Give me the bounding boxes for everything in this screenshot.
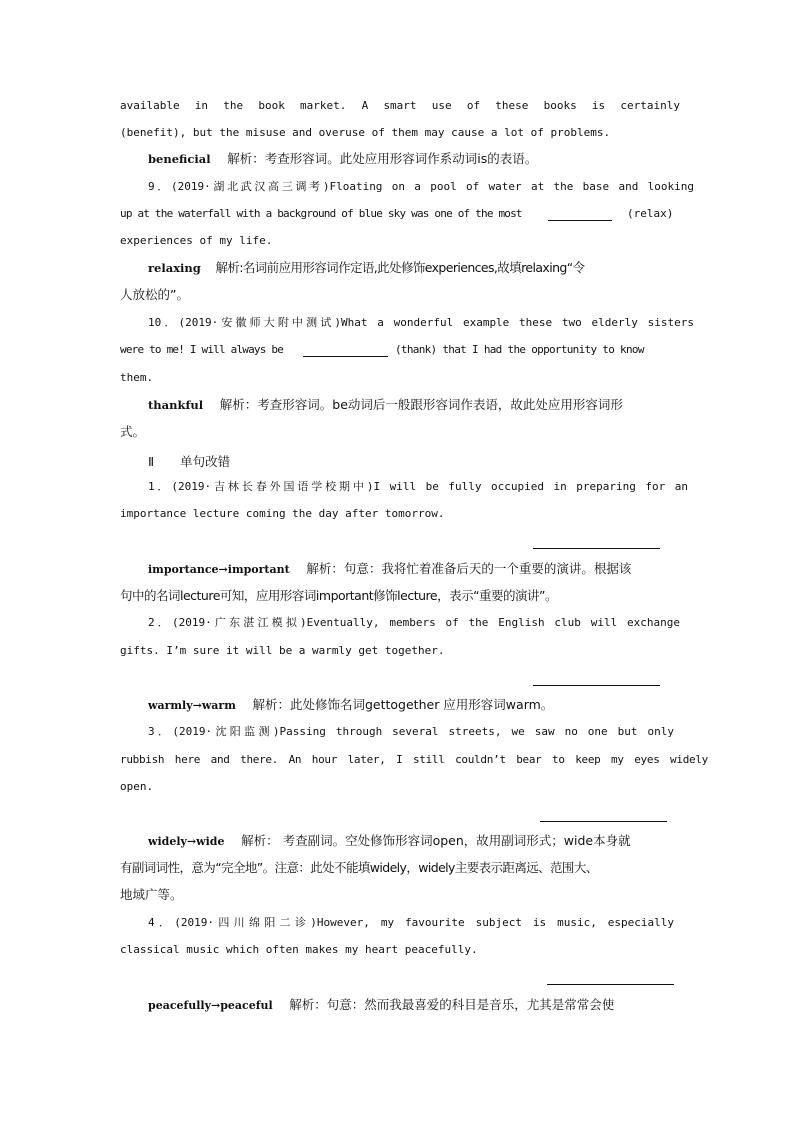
text-line: available in the book market. A smart use of these books is certainly <box>120 99 680 112</box>
text-line: 句中的名词lecture可知，应用形容词important修饰lecture，表示“重要的演讲”。 <box>120 588 558 603</box>
text-line: importance lecture coming the day after tomorrow. <box>120 507 445 520</box>
answer-line <box>148 562 708 577</box>
section-heading <box>148 452 230 470</box>
section-number: Ⅱ <box>148 454 155 469</box>
question-line: 10．(2019·安徽师大附中测试)What a wonderful example these two elderly sisters <box>148 316 694 329</box>
question-line: 4．(2019·四川绵阳二诊)However, my favourite subject is music, especially <box>148 916 674 929</box>
text-line: (benefit), but the misuse and overuse of them may cause a lot of problems. <box>120 126 611 139</box>
text-line: 地域广等。 <box>120 887 183 902</box>
answer-word: widely→wide <box>148 835 225 848</box>
answer-line <box>148 152 708 167</box>
explanation: 解析：考查形容词。be动词后一般跟形容词作表语，故此处应用形容词形 <box>219 397 623 412</box>
explanation: 解析:名词前应用形容词作定语,此处修饰experiences,故填relaxing“令 <box>215 260 585 275</box>
text-segment: up at the waterfall with a background of blue sky was one of the most <box>120 207 522 220</box>
text-line: 有副词词性，意为“完全地”。注意：此处不能填widely，widely主要表示距离远、范围大、 <box>120 860 598 875</box>
text-line: them. <box>120 371 154 384</box>
text-line: classical music which often makes my heart peacefully. <box>120 943 478 956</box>
explanation: 解析： 考查副词。空处修饰形容词open，故用副词形式；wide本身就 <box>241 833 631 848</box>
text-line: 式。 <box>120 424 146 439</box>
section-title: 单句改错 <box>180 454 231 469</box>
explanation: 解析：此处修饰名词gettogether 应用形容词warm。 <box>252 697 554 712</box>
answer-word: relaxing <box>148 261 201 275</box>
text-line: open. <box>120 780 154 793</box>
text-line: gifts. I’m sure it will be a warmly get together. <box>120 644 445 657</box>
text-line: (thank) that I had the opportunity to know <box>395 343 644 356</box>
text-line: experiences of my life. <box>120 234 273 247</box>
answer-line <box>148 698 708 713</box>
blank-line <box>548 220 612 221</box>
question-line: 2．(2019·广东湛江模拟)Eventually, members of the English club will exchange <box>148 616 680 629</box>
blank-line <box>303 356 388 357</box>
answer-blank-line <box>547 984 674 985</box>
answer-word: peacefully→peaceful <box>148 999 273 1012</box>
explanation: 解析：句意：我将忙着准备后天的一个重要的演讲。根据该 <box>306 561 632 576</box>
answer-word: warmly→warm <box>148 699 236 712</box>
answer-word: beneficial <box>148 152 211 166</box>
text-segment: were to me! I will always be <box>120 343 284 356</box>
answer-line <box>148 834 708 849</box>
text-line: rubbish here and there. An hour later, I still couldn’t bear to keep my eyes widely <box>120 753 708 766</box>
answer-blank-line <box>540 821 667 822</box>
answer-line <box>148 261 708 276</box>
question-line: 9．(2019·湖北武汉高三调考)Floating on a pool of water at the base and looking <box>148 180 694 193</box>
answer-word: importance→important <box>148 563 290 576</box>
answer-line <box>148 998 708 1013</box>
question-line: 1．(2019·吉林长春外国语学校期中)I will be fully occupied in preparing for an <box>148 480 688 493</box>
text-line: 人放松的”。 <box>120 287 189 302</box>
answer-word: thankful <box>148 398 204 412</box>
answer-line <box>148 398 708 413</box>
hint-word: (relax) <box>627 207 674 220</box>
explanation: 解析：考查形容词。此处应用形容词作系动词is的表语。 <box>227 151 538 166</box>
answer-blank-line <box>533 548 660 549</box>
answer-blank-line <box>533 685 660 686</box>
explanation: 解析：句意：然而我最喜爱的科目是音乐，尤其是常常会使 <box>289 997 615 1012</box>
text-line <box>120 207 680 221</box>
question-line: 3．(2019·沈阳监测)Passing through several streets, we saw no one but only <box>148 725 674 738</box>
